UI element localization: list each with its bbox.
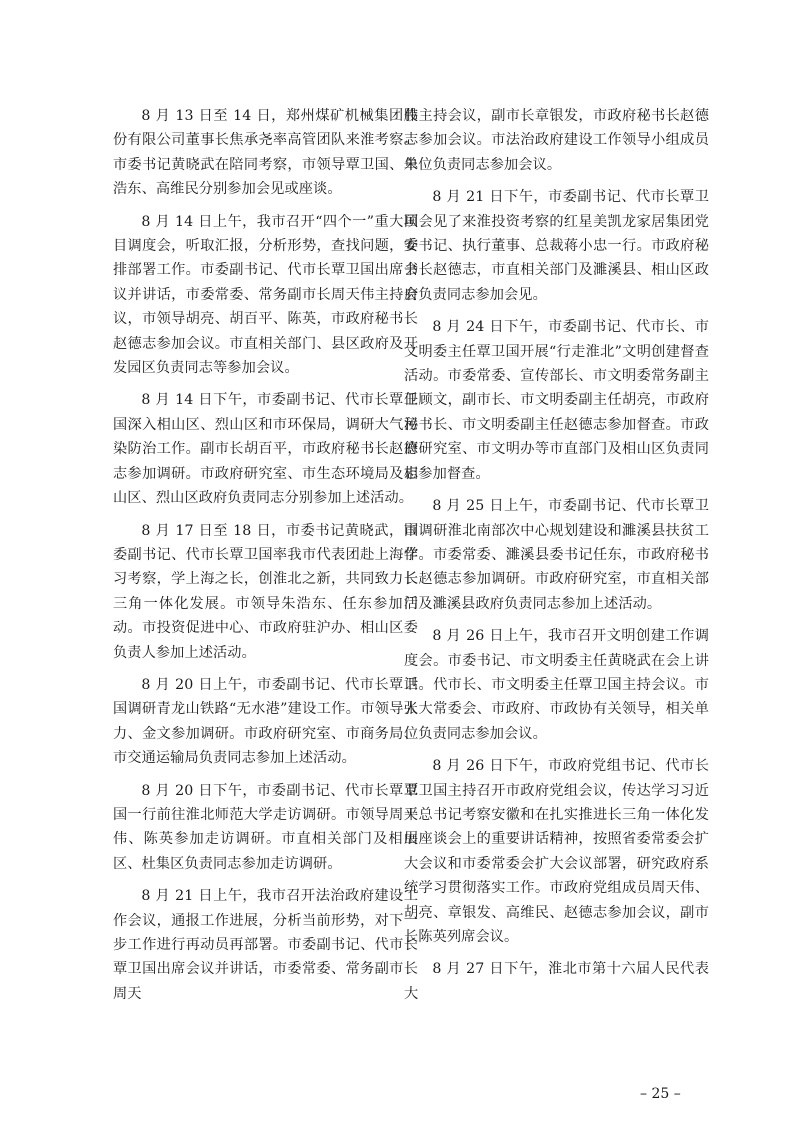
right-column — [404, 104, 709, 1014]
paragraph: 8 月 21 日下午，市委副书记、代市长覃卫国会见了来淮投资考察的红星美凯龙家居集团党委书记、执行董事、总裁蒋小忠一行。市政府秘书长赵德志，市直相关部门及濉溪县、相山区政府负责同志参加会见。 — [404, 189, 709, 303]
paragraph: 8 月 14 日下午，市委副书记、代市长覃卫国深入相山区、烈山区和市环保局，调研大气污染防治工作。副市长胡百平，市政府秘书长赵德志参加调研。市政府研究室、市生态环境局及相山区、烈山区政府负责同志分别参加上述活动。 — [113, 392, 418, 507]
paragraph: 8 月 21 日上午，我市召开法治政府建设工作会议，通报工作进展，分析当前形势，对下一步工作进行再动员再部署。市委副书记、代市长覃卫国出席会议并讲话，市委常委、常务副市长周天 — [113, 888, 418, 1002]
paragraph: 8 月 17 日至 18 日，市委书记黄晓武，市委副书记、代市长覃卫国率我市代表团赴上海学习考察，学上海之长，创淮北之新，共同致力长三角一体化发展。市领导朱浩东、任东参加活动。市投资促进中心、市政府驻沪办、相山区委负责人参加上述活动。 — [113, 522, 418, 661]
paragraph-continuation: 伟主持会议，副市长章银发，市政府秘书长赵德志参加会议。市法治政府建设工作领导小组成员单位负责同志参加会议。 — [404, 108, 709, 173]
page-number: – 25 – — [640, 1086, 681, 1102]
paragraph: 8 月 25 日上午，市委副书记、代市长覃卫国调研淮北南部次中心规划建设和濉溪县扶贫工作。市委常委、濉溪县委书记任东，市政府秘书长赵德志参加调研。市政府研究室，市直相关部门及濉溪县政府负责同志参加上述活动。 — [404, 498, 709, 612]
paragraph: 8 月 27 日下午，淮北市第十六届人民代表大 — [404, 961, 709, 1002]
paragraph: 8 月 14 日上午，我市召开“四个一”重大项目调度会，听取汇报，分析形势，查找问题，安排部署工作。市委副书记、代市长覃卫国出席会议并讲话，市委常委、常务副市长周天伟主持会议，市领导胡亮、胡百平、陈英，市政府秘书长赵德志参加会议。市直相关部门、县区政府及开发园区负责同志等参加会议。 — [113, 213, 418, 377]
paragraph: 8 月 26 日下午，市政府党组书记、代市长覃卫国主持召开市政府党组会议，传达学习习近平总书记考察安徽和在扎实推进长三角一体化发展座谈会上的重要讲话精神，按照省委常委会扩大会议和市委常委会扩大会议部署，研究政府系统学习贯彻落实工作。市政府党组成员周天伟、胡亮、章银发、高维民、赵德志参加会议，副市长陈英列席会议。 — [404, 758, 709, 945]
paragraph: 8 月 20 日上午，市委副书记、代市长覃卫国调研青龙山铁路“无水港”建设工作。市领导张力、金文参加调研。市政府研究室、市商务局、市交通运输局负责同志参加上述活动。 — [113, 676, 418, 767]
paragraph: 8 月 13 日至 14 日，郑州煤矿机械集团股份有限公司董事长焦承尧率高管团队来淮考察。市委书记黄晓武在陪同考察，市领导覃卫国、朱浩东、高维民分别参加会见或座谈。 — [113, 108, 418, 198]
paragraph: 8 月 26 日上午，我市召开文明创建工作调度会。市委书记、市文明委主任黄晓武在会上讲话。代市长、市文明委主任覃卫国主持会议。市人大常委会、市政府、市政协有关领导，相关单位负责同志参加会议。 — [404, 628, 709, 742]
left-column — [113, 104, 418, 1014]
paragraph: 8 月 24 日下午，市委副书记、代市长、市文明委主任覃卫国开展“行走淮北”文明创建督查活动。市委常委、宣传部长、市文明委常务副主任顾文，副市长、市文明委副主任胡亮，市政府秘书长、市文明委副主任赵德志参加督查。市政府研究室、市文明办等市直部门及相山区负责同志参加督查。 — [404, 319, 709, 482]
paragraph: 8 月 20 日下午，市委副书记、代市长覃卫国一行前往淮北师范大学走访调研。市领导周天伟、陈英参加走访调研。市直相关部门及相山区、杜集区负责同志参加走访调研。 — [113, 782, 418, 872]
